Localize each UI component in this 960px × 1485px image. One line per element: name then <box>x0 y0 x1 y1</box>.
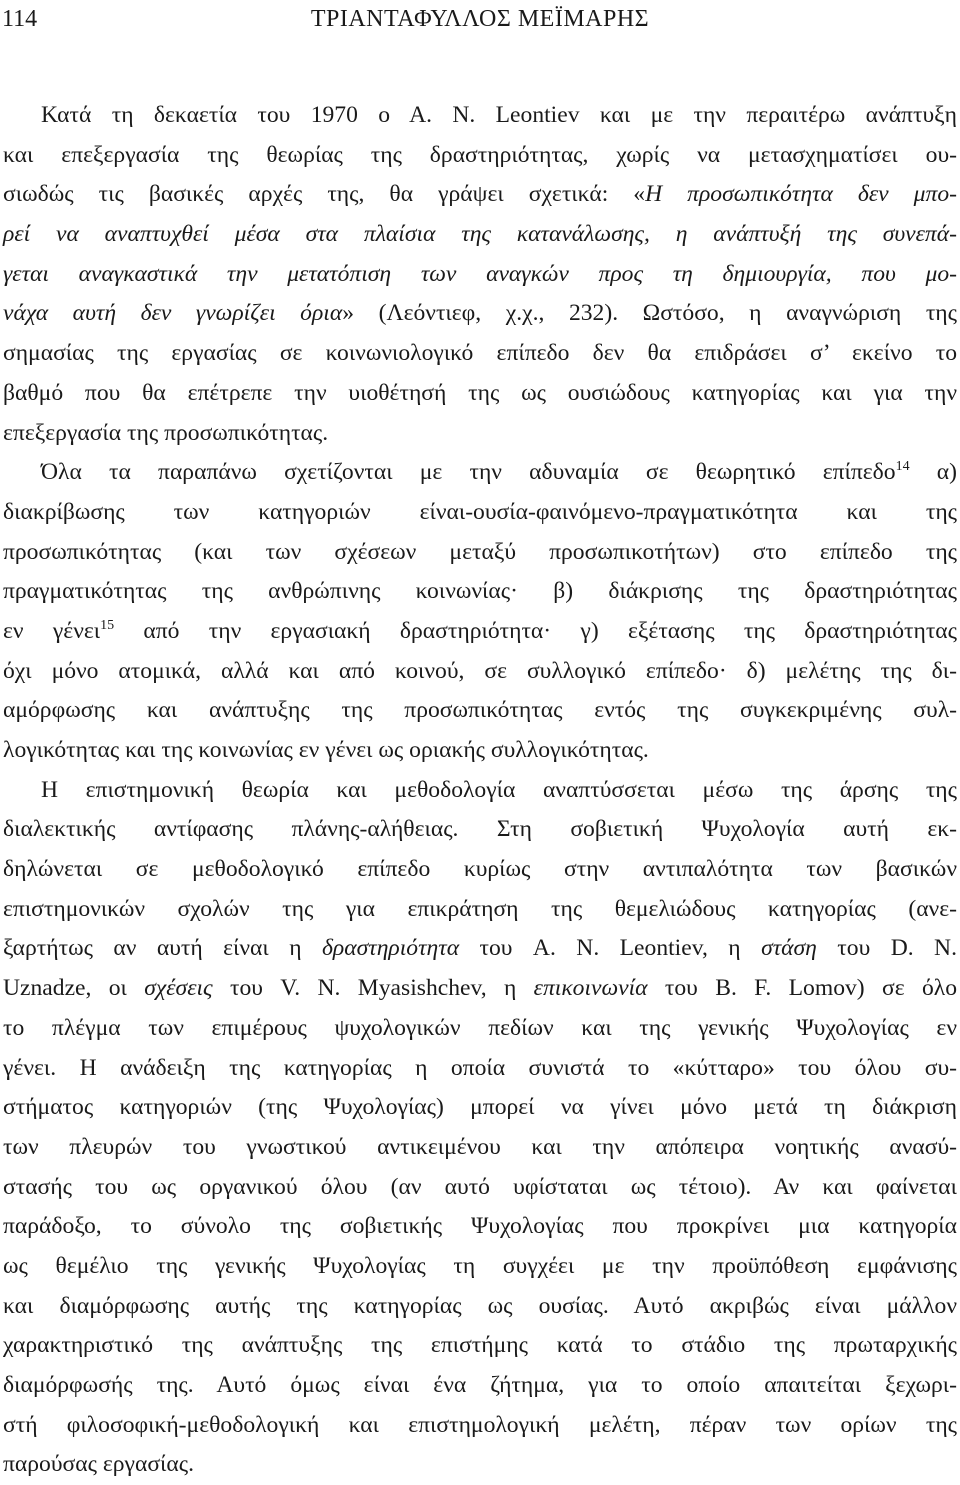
text-line <box>3 533 957 573</box>
running-title: ΤΡΙΑΝΤΑΦΥΛΛΟΣ ΜΕΪΜΑΡΗΣ <box>310 6 650 32</box>
text-line <box>3 1406 957 1446</box>
italic-text: νάχα αυτή δεν γνωρίζει όρια <box>3 300 343 327</box>
text-line <box>3 1128 957 1168</box>
text-segment: και επεξεργασία της θεωρίας της δραστηριότητας, χωρίς να μετασχηματίσει ου- <box>3 141 957 168</box>
text-segment: σημασίας της εργασίας σε κοινωνιολογικό επίπεδο δεν θα επιδράσει σ’ εκείνο το <box>3 340 957 367</box>
text-line <box>3 414 957 454</box>
text-segment: των πλευρών του γνωστικού αντικειμένου και την απόπειρα νοητικής ανασύ- <box>3 1133 957 1160</box>
text-segment: χαρακτηριστικό της ανάπτυξης της επιστήμης κατά το στάδιο της πρωταρχικής <box>3 1332 957 1359</box>
text-segment: όχι μόνο ατομικά, αλλά και από κοινού, σε συλλογικό επίπεδο· δ) μελέτης της δι- <box>3 657 957 684</box>
text-line <box>3 771 957 811</box>
text-line <box>3 652 957 692</box>
text-line <box>3 612 957 652</box>
text-segment: α) <box>909 459 957 486</box>
text-segment: στασής του ως οργανικού όλου (αν αυτό υφίσταται ως τέτοιο). Αν και φαίνεται <box>3 1173 957 1200</box>
text-segment: δηλώνεται σε μεθοδολογικό επίπεδο κυρίως στην αντιπαλότητα των βασικών <box>3 856 957 883</box>
italic-text: γεται αναγκαστικά την μετατόπιση των αναγκών προς τη δημιουργία, που μο- <box>3 260 957 287</box>
text-segment: του A. N. Leontiev, η <box>459 935 762 962</box>
text-line <box>3 175 957 215</box>
text-segment: στή φιλοσοφική-μεθοδολογική και επιστημολογική μελέτη, πέραν των ορίων της <box>3 1411 957 1438</box>
text-line <box>3 215 957 255</box>
text-segment: του D. N. <box>816 935 957 962</box>
text-segment: επεξεργασία της προσωπικότητας. <box>3 419 329 446</box>
text-line <box>3 1049 957 1089</box>
text-segment: ξαρτήτως αν αυτή είναι η <box>3 935 322 962</box>
text-line <box>3 1287 957 1327</box>
italic-text: σχέσεις <box>144 975 213 1002</box>
text-segment: στήματος κατηγοριών (της Ψυχολογίας) μπορεί να γίνει μόνο μετά τη διάκριση <box>3 1094 957 1121</box>
text-segment: διαμόρφωσής της. Αυτό όμως είναι ένα ζήτημα, για το οποίο απαιτείται ξεχωρι- <box>3 1372 957 1398</box>
page-number: 114 <box>2 6 38 32</box>
text-line <box>3 1207 957 1247</box>
italic-text: δραστηριότητα <box>321 935 460 962</box>
italic-text: ρεί να αναπτυχθεί μέσα στα πλαίσια της κατανάλωσης, η ανάπτυξή της συνεπά- <box>3 221 957 248</box>
text-line <box>3 572 957 612</box>
italic-text: στάση <box>761 935 817 962</box>
text-line <box>3 1009 957 1049</box>
text-line <box>3 1445 957 1485</box>
page-header <box>0 2 960 36</box>
footnote-marker: 14 <box>895 459 910 475</box>
italic-text: Η προσωπικότητα δεν μπο- <box>645 181 957 208</box>
body-text <box>3 96 957 1485</box>
text-line <box>3 255 957 295</box>
text-segment: διακρίβωσης των κατηγοριών είναι-ουσία-φαινόμενο-πραγματικότητα και της <box>3 498 957 525</box>
text-segment: το πλέγμα των επιμέρους ψυχολογικών πεδίων και της γενικής Ψυχολογίας εν <box>3 1014 957 1041</box>
text-segment: Όλα τα παραπάνω σχετίζονται με την αδυναμία σε θεωρητικό επίπεδο <box>41 459 896 486</box>
text-line <box>3 1247 957 1287</box>
text-segment: βαθμό που θα επέτρεπε την υιοθέτησή της ως ουσιώδους κατηγορίας και για την <box>3 379 957 406</box>
text-segment: γένει. Η ανάδειξη της κατηγορίας η οποία συνιστά το «κύτταρο» του όλου συ- <box>3 1054 957 1081</box>
text-segment: παρούσας εργασίας. <box>3 1451 194 1478</box>
text-line <box>3 1366 957 1406</box>
text-segment: » (Λεόντιεφ, χ.χ., 232). Ωστόσο, η αναγνώριση της <box>342 300 957 327</box>
text-line <box>3 374 957 414</box>
text-segment: σιωδώς τις βασικές αρχές της, θα γράψει σχετικά: « <box>3 181 646 208</box>
text-line <box>3 929 957 969</box>
text-segment: Κατά τη δεκαετία του 1970 ο Α. Ν. Leontiev και με την περαιτέρω ανάπτυξη <box>41 102 957 128</box>
text-line <box>3 453 957 493</box>
text-segment: Uznadze, οι <box>3 975 145 1002</box>
text-segment: Η επιστημονική θεωρία και μεθοδολογία αναπτύσσεται μέσω της άρσης της <box>41 776 957 803</box>
text-line <box>3 334 957 374</box>
text-segment: λογικότητας και της κοινωνίας εν γένει ως οριακής συλλογικότητας. <box>3 737 649 763</box>
footnote-marker: 15 <box>100 617 115 633</box>
text-line <box>3 691 957 731</box>
text-segment: διαλεκτικής αντίφασης πλάνης-αλήθειας. Στη σοβιετική Ψυχολογία αυτή εκ- <box>3 816 957 843</box>
text-segment: ως θεμέλιο της γενικής Ψυχολογίας τη συγχέει με την προϋπόθεση εμφάνισης <box>3 1252 957 1279</box>
text-line <box>3 1168 957 1208</box>
text-segment: του V. N. Myasishchev, η <box>212 975 534 1002</box>
text-line <box>3 850 957 890</box>
text-line <box>3 294 957 334</box>
text-segment: και διαμόρφωσης αυτής της κατηγορίας ως ουσίας. Αυτό ακριβώς είναι μάλλον <box>3 1292 957 1319</box>
text-line <box>3 731 957 771</box>
text-line <box>3 890 957 930</box>
text-line <box>3 1326 957 1366</box>
text-segment: πραγματικότητας της ανθρώπινης κοινωνίας· β) διάκρισης της δραστηριότητας <box>3 578 957 605</box>
text-line <box>3 1088 957 1128</box>
text-line <box>3 493 957 533</box>
text-line <box>3 136 957 176</box>
italic-text: επικοινωνία <box>533 975 648 1002</box>
text-segment: από την εργασιακή δραστηριότητα· γ) εξέτασης της δραστηριότητας <box>114 617 957 644</box>
text-segment: του B. F. Lomov) σε όλο <box>647 975 957 1002</box>
text-line <box>3 810 957 850</box>
text-segment: εν γένει <box>3 617 101 644</box>
text-line <box>3 96 957 136</box>
text-segment: παράδοξο, το σύνολο της σοβιετικής Ψυχολογίας που προκρίνει μια κατηγορία <box>3 1213 957 1240</box>
text-segment: επιστημονικών σχολών της για επικράτηση της θεμελιώδους κατηγορίας (ανε- <box>3 895 957 922</box>
text-segment: προσωπικότητας (και των σχέσεων μεταξύ προσωπικοτήτων) στο επίπεδο της <box>3 538 957 565</box>
text-line <box>3 969 957 1009</box>
text-segment: αμόρφωσης και ανάπτυξης της προσωπικότητας εντός της συγκεκριμένης συλ- <box>3 697 957 724</box>
